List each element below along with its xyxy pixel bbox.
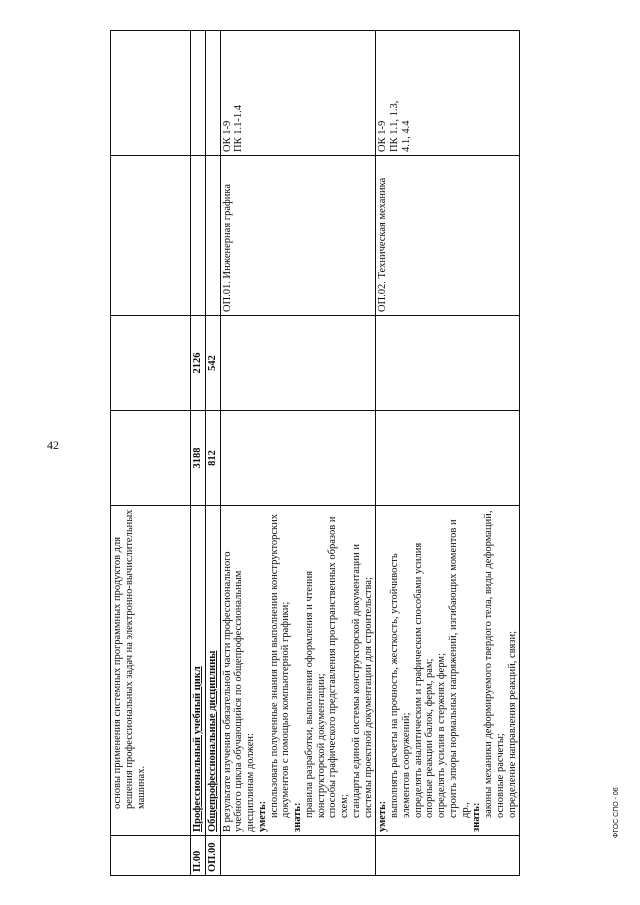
p00-class-hours: 2126 xyxy=(191,316,206,411)
op00-competency-empty xyxy=(205,31,220,156)
op02-umet-item: определять усилия в стержнях ферм; xyxy=(436,653,447,818)
page-number: 42 xyxy=(47,438,59,452)
table-row-op00 xyxy=(205,31,220,876)
cell-discipline-empty xyxy=(111,156,191,316)
op02-competencies-ok: ОК 1-9 xyxy=(377,120,389,152)
op02-umet-item: выполнять расчеты на прочность, жесткость, устойчивость элементов сооружений; xyxy=(389,553,412,818)
cell-index-empty xyxy=(111,836,191,876)
op01-znat-item: способы графического представления пространственных образов и схем; xyxy=(327,516,350,818)
op02-competencies-pk-cont: 4.1, 4.4 xyxy=(400,120,412,152)
op01-znat-label: знать: xyxy=(292,802,303,832)
cell-class-empty xyxy=(111,316,191,411)
p00-name: Профессиональный учебный цикл xyxy=(191,506,206,836)
op00-index: ОП.00 xyxy=(205,836,220,876)
cell-max-empty xyxy=(111,411,191,506)
op01-umet-label: уметь: xyxy=(256,800,268,832)
p00-discipline-empty xyxy=(191,156,206,316)
op02-requirements xyxy=(376,506,520,836)
table-row-op02 xyxy=(376,31,520,876)
table-row-p00 xyxy=(191,31,206,876)
table-row-intro xyxy=(111,31,191,876)
op01-competencies xyxy=(220,31,376,156)
op02-znat-item: определение направления реакций, связи; xyxy=(506,630,518,818)
op01-znat-item: стандарты единой системы конструкторской документации и системы проектной документации для строительства; xyxy=(350,543,374,818)
table-row-op01 xyxy=(220,31,376,876)
op01-class-empty xyxy=(220,316,376,411)
op02-umet-item: строить эпюры нормальных напряжений, изгибающих моментов и др., xyxy=(447,519,471,818)
op02-umet-item: определять аналитическим и графическим способами усилия опорные реакции балок, ферм, рам; xyxy=(412,542,436,818)
op01-max-empty xyxy=(220,411,376,506)
intro-text: основы применения системных программных продуктов для решения профессиональных задач на электронно-вычислительных машинах. xyxy=(111,506,191,836)
op01-umet-item: использовать полученные знания при выполнении конструкторских документов с помощью компьютерной графики; xyxy=(268,513,292,818)
op01-requirements xyxy=(220,506,376,836)
op02-competencies xyxy=(376,31,520,156)
footer-code: ФГОС СПО - 06 xyxy=(613,787,620,838)
op01-znat-item: правила разработки, выполнения оформления и чтения конструкторской документации; xyxy=(303,570,327,818)
op01-index-empty xyxy=(220,836,376,876)
op02-class-empty xyxy=(376,316,520,411)
op02-znat-item: законы механики деформируемого твердого тела, виды деформаций, основные расчеты; xyxy=(483,510,506,818)
p00-index: П.00 xyxy=(191,836,206,876)
op01-discipline: ОП.01. Инженерная графика xyxy=(220,156,376,316)
op00-discipline-empty xyxy=(205,156,220,316)
op02-discipline: ОП.02. Техническая механика xyxy=(376,156,520,316)
p00-max-load: 3188 xyxy=(191,411,206,506)
curriculum-table xyxy=(110,30,520,876)
op00-class-hours: 542 xyxy=(205,316,220,411)
curriculum-table-sheet xyxy=(110,31,581,876)
op02-max-empty xyxy=(376,411,520,506)
op00-name: Общепрофессиональные дисциплины xyxy=(205,506,220,836)
op02-umet-label: уметь: xyxy=(377,800,389,832)
op01-intro: В результате изучения обязательной части профессионального учебного цикла обучающийся по общепрофессиональным дисциплинам должен: xyxy=(221,551,256,832)
op02-index-empty xyxy=(376,836,520,876)
op02-znat-label: знать: xyxy=(471,802,483,832)
cell-competency-empty xyxy=(111,31,191,156)
op01-competencies-ok: ОК 1-9 xyxy=(221,120,233,152)
op02-competencies-pk: ПК 1.1, 1.3, xyxy=(389,100,400,152)
p00-competency-empty xyxy=(191,31,206,156)
op00-max-load: 812 xyxy=(205,411,220,506)
op01-competencies-pk: ПК 1.1-1.4 xyxy=(233,105,245,152)
